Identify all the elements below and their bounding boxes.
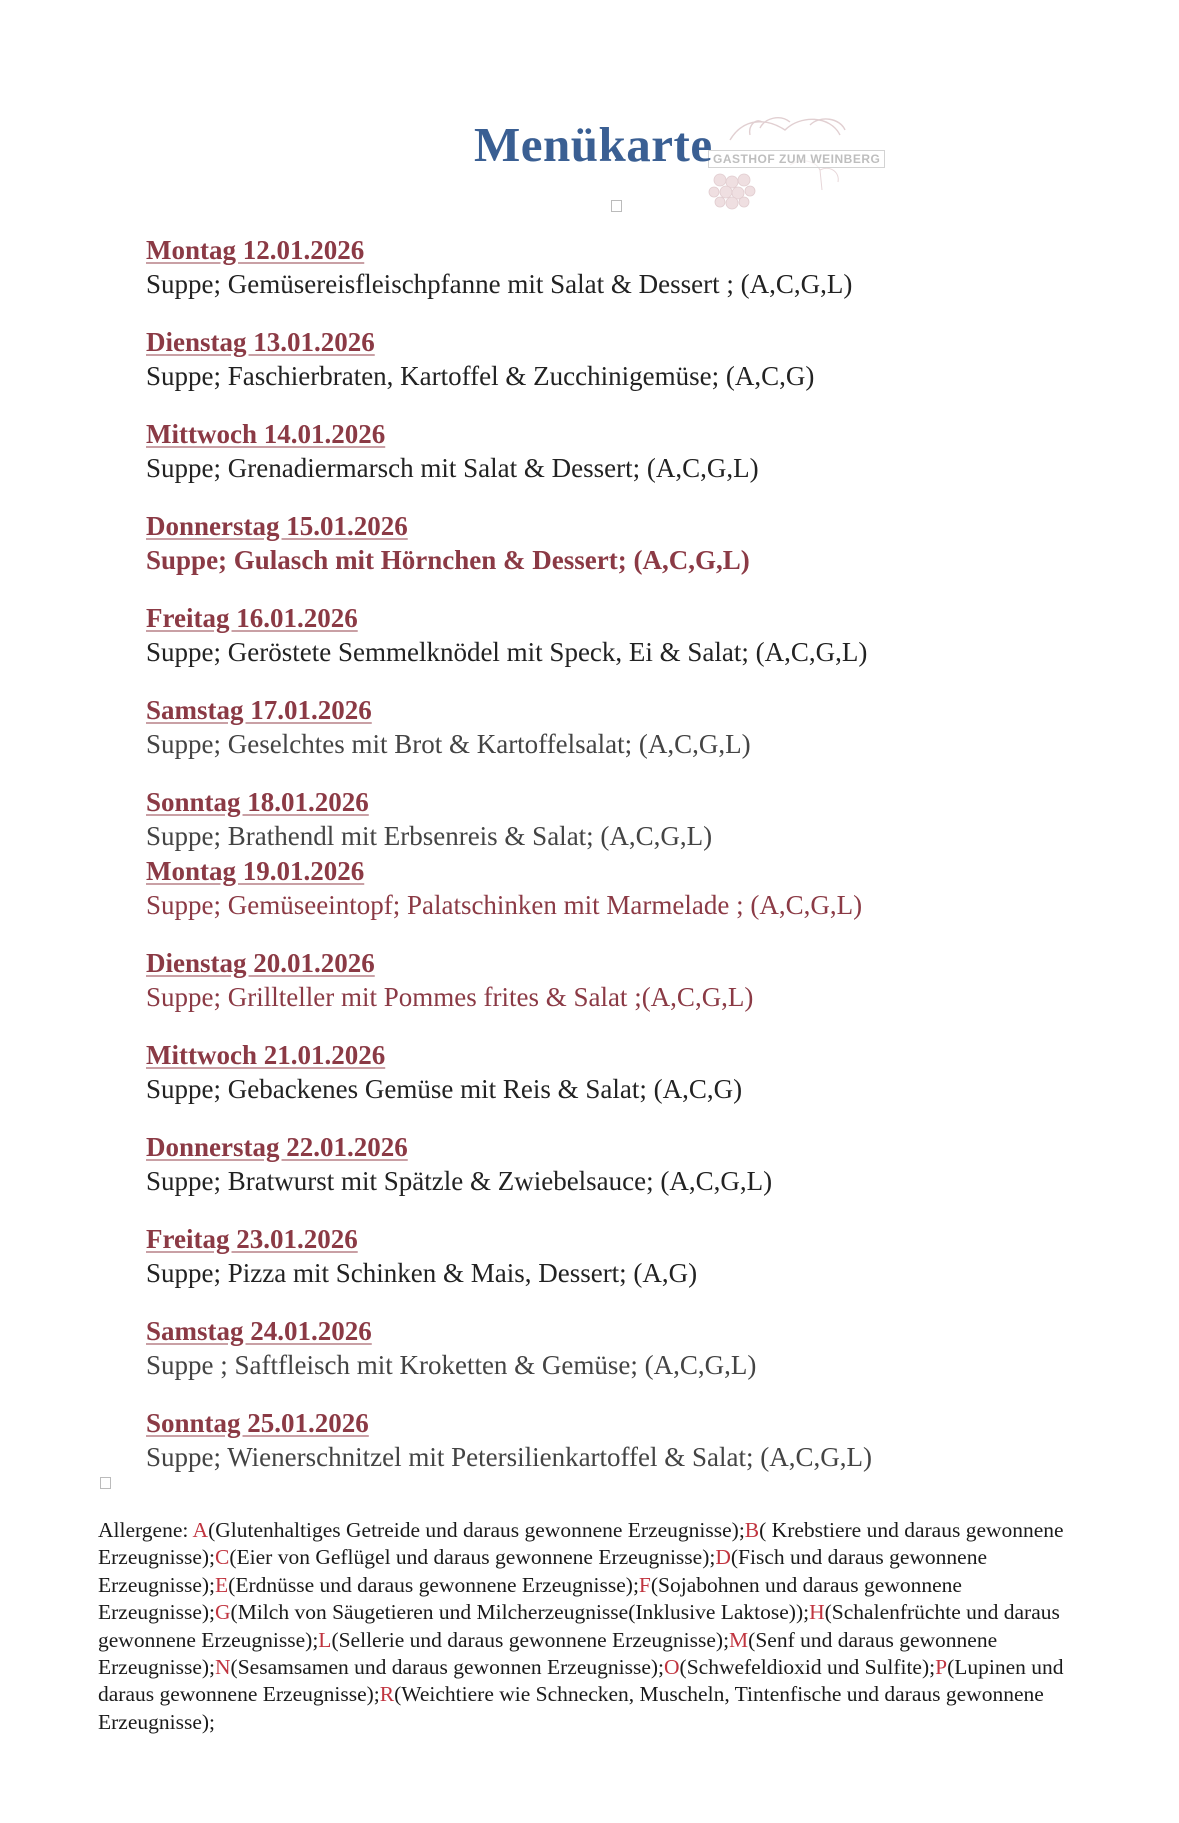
day-menu: Suppe; Geröstete Semmelknödel mit Speck, Ei & Salat; (A,C,G,L) (146, 637, 868, 667)
day-menu: Suppe; Geselchtes mit Brot & Kartoffelsalat; (A,C,G,L) (146, 729, 751, 759)
allergen-text: (Lupinen und daraus gewonnene Erzeugnisse); (98, 1655, 1064, 1707)
day-menu: Suppe; Brathendl mit Erbsenreis & Salat; (A,C,G,L) (146, 821, 713, 851)
logo (690, 110, 881, 215)
allergen-text: (Fisch und daraus gewonnene Erzeugnisse); (98, 1545, 988, 1597)
allergen-text: (Sojabohnen und daraus gewonnene Erzeugnisse); (98, 1572, 962, 1625)
allergen-text: (Schwefeldioxid und Sulfite); (679, 1655, 936, 1680)
allergen-text: (Glutenhaltiges Getreide und daraus gewonnene Erzeugnisse); (208, 1518, 745, 1542)
day-menu: Suppe ; Saftfleisch mit Kroketten & Gemüse; (A,C,G,L) (146, 1350, 757, 1380)
day-date: Dienstag 13.01.2026 (146, 327, 375, 357)
day-entry (146, 854, 1046, 923)
day-menu: Suppe; Grillteller mit Pommes frites & Salat ;(A,C,G,L) (146, 982, 754, 1012)
allergen-code: C (215, 1545, 230, 1570)
day-date: Freitag 16.01.2026 (146, 603, 358, 633)
allergen-text: (Eier von Geflügel und daraus gewonnene Erzeugnisse); (229, 1545, 716, 1570)
allergen-code: A (192, 1518, 209, 1542)
day-menu: Suppe; Grenadiermarsch mit Salat & Dessert; (A,C,G,L) (146, 453, 759, 483)
allergen-code: R (379, 1682, 395, 1707)
allergen-code: B (744, 1518, 760, 1542)
day-entry (146, 1222, 1046, 1291)
day-date: Sonntag 25.01.2026 (146, 1408, 369, 1438)
allergen-text: (Sesamsamen und daraus gewonnen Erzeugnisse); (230, 1655, 665, 1680)
allergen-code: G (215, 1600, 231, 1625)
allergen-text: ( Krebstiere und daraus gewonnene Erzeugnisse); (98, 1518, 1064, 1570)
day-menu: Suppe; Wienerschnitzel mit Petersilienkartoffel & Salat; (A,C,G,L) (146, 1442, 872, 1472)
day-entry (146, 417, 1046, 486)
day-entry (146, 946, 1046, 1015)
day-menu: Suppe; Bratwurst mit Spätzle & Zwiebelsauce; (A,C,G,L) (146, 1166, 773, 1196)
allergen-code: M (729, 1627, 749, 1652)
day-entry (146, 325, 1046, 394)
day-menu: Suppe; Gulasch mit Hörnchen & Dessert; (A,C,G,L) (146, 545, 750, 575)
allergen-code: O (664, 1655, 680, 1680)
day-date: Samstag 24.01.2026 (146, 1316, 372, 1346)
day-date: Samstag 17.01.2026 (146, 695, 372, 725)
allergen-code: N (215, 1655, 231, 1680)
allergen-code: F (638, 1572, 651, 1597)
day-entry (146, 1406, 1046, 1475)
day-date: Mittwoch 14.01.2026 (146, 419, 386, 449)
day-entry (146, 693, 1046, 762)
allergen-text: (Schalenfrüchte und daraus gewonnene Erzeugnisse); (98, 1600, 1060, 1652)
day-entry (146, 509, 1046, 578)
day-date: Montag 12.01.2026 (146, 235, 365, 265)
allergen-code: H (809, 1600, 825, 1625)
allergen-code: D (715, 1545, 731, 1570)
allergen-text: (Erdnüsse und daraus gewonnene Erzeugnisse); (228, 1572, 639, 1597)
allergen-code: L (318, 1627, 332, 1652)
menu-list (146, 233, 1046, 1475)
allergen-code: E (215, 1572, 229, 1597)
logo-text: GASTHOF ZUM WEINBERG (708, 150, 885, 168)
allergen-code: P (935, 1655, 948, 1680)
allergen-text: (Sellerie und daraus gewonnene Erzeugnisse); (331, 1627, 730, 1652)
day-date: Donnerstag 15.01.2026 (146, 511, 408, 541)
day-date: Sonntag 18.01.2026 (146, 787, 369, 817)
allergen-text: (Senf und daraus gewonnene Erzeugnisse); (98, 1627, 998, 1680)
image-placeholder-icon (611, 200, 622, 212)
day-entry (146, 1038, 1046, 1107)
day-entry (146, 233, 1046, 302)
day-menu: Suppe; Gemüsereisfleischpfanne mit Salat & Dessert ; (A,C,G,L) (146, 269, 853, 299)
day-menu: Suppe; Faschierbraten, Kartoffel & Zucchinigemüse; (A,C,G) (146, 361, 815, 391)
day-date: Donnerstag 22.01.2026 (146, 1132, 408, 1162)
allergen-label: Allergene: (98, 1518, 193, 1542)
allergen-text: (Weichtiere wie Schnecken, Muscheln, Tintenfische und daraus gewonnene Erzeugnisse); (98, 1682, 1044, 1734)
day-entry (146, 1130, 1046, 1199)
page-title: Menükarte (474, 117, 713, 172)
day-date: Montag 19.01.2026 (146, 856, 365, 886)
header (0, 110, 1179, 220)
day-menu: Suppe; Gebackenes Gemüse mit Reis & Salat; (A,C,G) (146, 1074, 743, 1104)
day-menu: Suppe; Pizza mit Schinken & Mais, Dessert; (A,G) (146, 1258, 698, 1288)
day-date: Mittwoch 21.01.2026 (146, 1040, 386, 1070)
day-date: Dienstag 20.01.2026 (146, 948, 375, 978)
allergen-text: (Milch von Säugetieren und Milcherzeugnisse(Inklusive Laktose)); (230, 1600, 810, 1625)
day-entry (146, 601, 1046, 670)
day-entry (146, 1314, 1046, 1383)
day-entry (146, 785, 1046, 854)
day-menu: Suppe; Gemüseeintopf; Palatschinken mit Marmelade ; (A,C,G,L) (146, 890, 863, 920)
allergen-legend (98, 1517, 1088, 1736)
image-placeholder-icon (100, 1477, 111, 1489)
day-date: Freitag 23.01.2026 (146, 1224, 358, 1254)
